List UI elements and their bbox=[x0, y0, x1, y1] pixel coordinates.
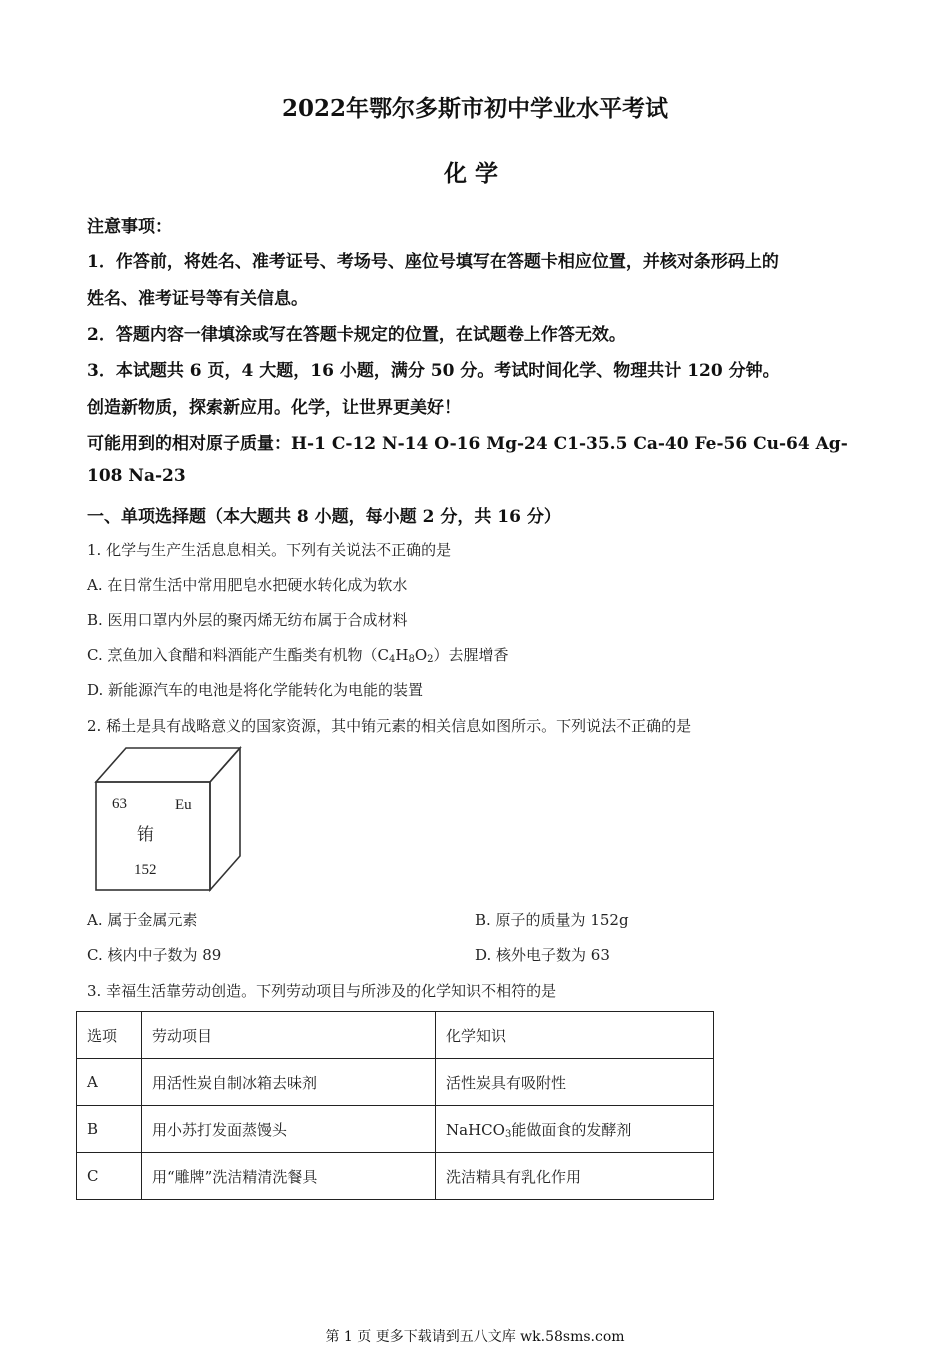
table-header-cell: 选项 bbox=[77, 1012, 142, 1059]
page-footer: 第 1 页 更多下载请到五八文库 wk.58sms.com bbox=[325, 1329, 625, 1345]
q2-option-c: C. 核内中子数为 89 bbox=[87, 946, 222, 964]
element-symbol: Eu bbox=[175, 797, 192, 813]
element-atomic-number: 63 bbox=[112, 796, 127, 812]
element-name: 铕 bbox=[137, 825, 154, 845]
q3-table bbox=[76, 1011, 714, 1200]
atomic-mass-line-1: 可能用到的相对原子质量：H-1 C-12 N-14 O-16 Mg-24 C1-35.5 Ca-40 Fe-56 Cu-64 Ag- bbox=[87, 434, 848, 454]
element-atomic-mass: 152 bbox=[134, 862, 157, 878]
table-row bbox=[77, 1153, 714, 1200]
table-cell: NaHCO$_3$能做面食的发酵剂 bbox=[436, 1106, 714, 1153]
table-cell: 用“雕牌”洗洁精清洗餐具 bbox=[142, 1153, 436, 1200]
q1-stem: 1. 化学与生产生活息息相关。下列有关说法不正确的是 bbox=[87, 541, 452, 559]
q1-option-d: D. 新能源汽车的电池是将化学能转化为电能的装置 bbox=[87, 681, 424, 699]
notice-heading: 注意事项： bbox=[87, 217, 172, 237]
notice-item-2: 2．答题内容一律填涂或写在答题卡规定的位置，在试题卷上作答无效。 bbox=[87, 325, 626, 345]
q1-option-b: B. 医用口罩内外层的聚丙烯无纺布属于合成材料 bbox=[87, 611, 408, 629]
table-header-cell: 劳动项目 bbox=[142, 1012, 436, 1059]
q1-option-c: C. 烹鱼加入食醋和料酒能产生酯类有机物$(C_4H_8O_2)$去腥增香 bbox=[87, 646, 509, 665]
notice-item-3: 3．本试题共 6 页，4 大题，16 小题，满分 50 分。考试时间化学、物理共计 120 分钟。 bbox=[87, 361, 780, 381]
q2-option-d: D. 核外电子数为 63 bbox=[475, 946, 610, 964]
q1-option-a: A. 在日常生活中常用肥皂水把硬水转化成为软水 bbox=[87, 576, 408, 594]
table-header-cell: 化学知识 bbox=[436, 1012, 714, 1059]
q2-option-a: A. 属于金属元素 bbox=[87, 911, 198, 929]
table-cell: C bbox=[77, 1153, 142, 1200]
q2-option-b: B. 原子的质量为 152g bbox=[475, 911, 629, 929]
table-cell: 活性炭具有吸附性 bbox=[436, 1059, 714, 1106]
table-row bbox=[77, 1059, 714, 1106]
table-cell: 用活性炭自制冰箱去味剂 bbox=[142, 1059, 436, 1106]
slogan: 创造新物质，探索新应用。化学，让世界更美好！ bbox=[87, 398, 461, 418]
exam-title: 2022年鄂尔多斯市初中学业水平考试 bbox=[281, 95, 668, 122]
section-1-heading: 一、单项选择题（本大题共 8 小题，每小题 2 分，共 16 分） bbox=[87, 507, 561, 527]
atomic-mass-line-2: 108 Na-23 bbox=[87, 466, 186, 486]
table-cell: 用小苏打发面蒸馒头 bbox=[142, 1106, 436, 1153]
table-row bbox=[77, 1106, 714, 1153]
subject-title: 化学 bbox=[444, 160, 506, 187]
table-cell: B bbox=[77, 1106, 142, 1153]
table-cell: 洗洁精具有乳化作用 bbox=[436, 1153, 714, 1200]
notice-item-1-line-1: 1．作答前，将姓名、准考证号、考场号、座位号填写在答题卡相应位置，并核对条形码上的 bbox=[87, 252, 779, 272]
q2-stem: 2. 稀土是具有战略意义的国家资源，其中铕元素的相关信息如图所示。下列说法不正确的是 bbox=[87, 717, 692, 735]
element-cube-drawing bbox=[92, 746, 242, 892]
element-card-europium bbox=[92, 746, 242, 892]
table-cell: A bbox=[77, 1059, 142, 1106]
notice-item-1-line-2: 姓名、准考证号等有关信息。 bbox=[87, 289, 308, 309]
q3-stem: 3. 幸福生活靠劳动创造。下列劳动项目与所涉及的化学知识不相符的是 bbox=[87, 982, 557, 1000]
table-header-row bbox=[77, 1012, 714, 1059]
